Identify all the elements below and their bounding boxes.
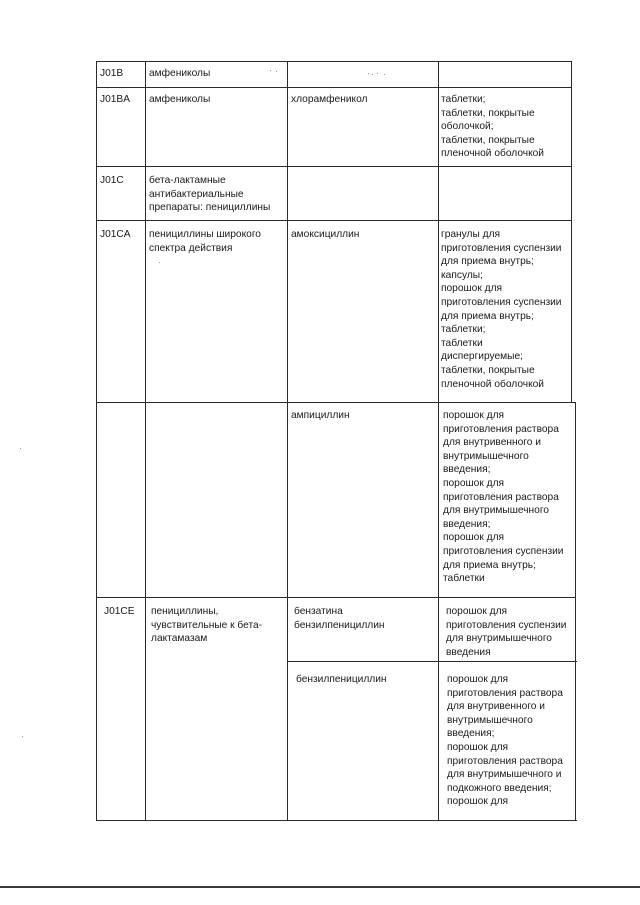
table-border-top [96, 61, 572, 62]
atc-code: J01CA [100, 229, 131, 240]
scan-speck [377, 73, 378, 74]
row-divider [96, 220, 572, 221]
group-name: пенициллины широкого спектра действия [149, 229, 261, 254]
group-name: амфениколы [149, 68, 211, 79]
scan-speck [372, 74, 373, 75]
group-name: бета-лактамные антибактериальные препараты: пенициллины [149, 175, 271, 214]
row-divider [96, 87, 572, 88]
scan-speck [384, 74, 385, 75]
dosage-forms: гранулы для приготовления суспензии для приема внутрь; капсулы; порошок для приготовления суспензии для приема внутрь; таблетки; таблетки диспергируемые; таблетки, покрытые пленочной оболочкой [441, 229, 562, 390]
table-border-right [571, 61, 572, 403]
atc-code: J01B [100, 68, 124, 79]
table-border-left [96, 61, 97, 821]
scan-speck [159, 262, 160, 263]
group-name: пенициллины, чувствительные к бета- лактамазам [151, 606, 263, 645]
dosage-forms: порошок для приготовления раствора для внутривенного и внутримышечного введения; порошок для приготовления раствора для внутримышечного введения; порошок для приготовления суспензии для приема внутрь; таблетки [443, 410, 564, 585]
table-border-right [575, 402, 576, 821]
column-divider [438, 61, 439, 821]
scan-speck [270, 70, 271, 71]
drug-name: ампициллин [291, 410, 350, 421]
scan-bottom-edge [0, 886, 640, 888]
column-divider [145, 61, 146, 821]
column-divider [287, 61, 288, 821]
atc-code: J01CE [104, 606, 135, 617]
table-border-bottom [96, 820, 577, 821]
dosage-forms: порошок для приготовления раствора для внутривенного и внутримышечного введения; порошок для приготовления раствора для внутримышечного и подкожного введения; порошок для [447, 674, 563, 808]
scan-speck [20, 448, 21, 449]
row-divider [287, 661, 577, 662]
dosage-forms: таблетки; таблетки, покрытые оболочкой; таблетки, покрытые пленочной оболочкой [441, 94, 544, 160]
atc-code: J01BA [100, 94, 131, 105]
dosage-forms: порошок для приготовления суспензии для внутримышечного введения [446, 606, 567, 658]
drug-name: амоксициллин [291, 229, 360, 240]
scan-speck [368, 73, 369, 74]
row-divider [96, 166, 572, 167]
scan-speck [22, 736, 23, 737]
drug-name: бензатина бензилпенициллин [294, 606, 385, 631]
row-divider [96, 597, 576, 598]
drug-name: бензилпенициллин [296, 674, 387, 685]
group-name: амфениколы [149, 94, 211, 105]
row-divider [96, 402, 576, 403]
drug-name: хлорамфеникол [291, 94, 368, 105]
atc-code: J01C [100, 175, 124, 186]
scan-speck [276, 71, 277, 72]
